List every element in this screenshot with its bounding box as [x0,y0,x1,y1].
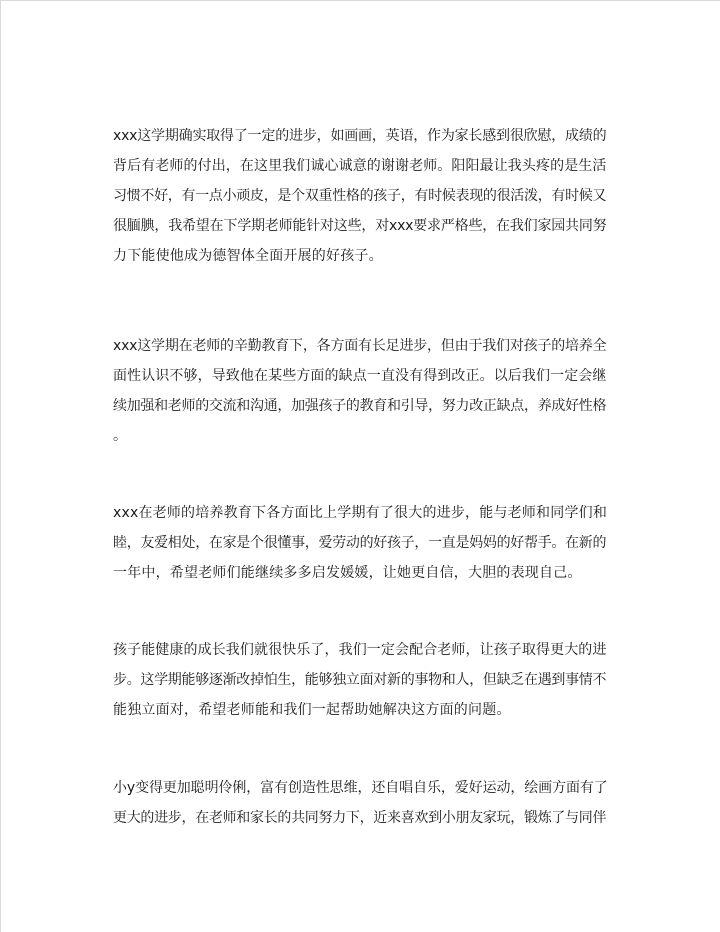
paragraph-line: 续加强和老师的交流和沟通，加强孩子的教育和引导，努力改正缺点，养成好性格 [113,398,607,414]
paragraph-line: 。 [113,428,128,444]
paragraph-line: 能独立面对，希望老师能和我们一起帮助她解决这方面的问题。 [113,702,511,718]
paragraph-line: 孩子能健康的成长我们就很快乐了，我们一定会配合老师，让孩子取得更大的进 [113,642,607,658]
paragraph-line: 小y变得更加聪明伶俐，富有创造性思维，还自唱自乐，爱好运动，绘画方面有了 [113,780,608,796]
paragraph-line: 很腼腆，我希望在下学期老师能针对这些，对xxx要求严格些，在我们家园共同努 [113,218,607,234]
paragraph-1 [113,121,609,271]
paragraph-5 [113,773,609,833]
paragraph-line: 面性认识不够，导致他在某些方面的缺点一直没有得到改正。以后我们一定会继 [113,368,607,384]
paragraph-2 [113,331,609,451]
paragraph-line: xxx这学期确实取得了一定的进步，如画画，英语，作为家长感到很欣慰，成绩的 [113,128,607,144]
paragraph-line: 更大的进步，在老师和家长的共同努力下，近来喜欢到小朋友家玩，锻炼了与同伴 [113,810,607,826]
paragraph-line: xxx这学期在老师的辛勤教育下，各方面有长足进步，但由于我们对孩子的培养全 [113,338,607,354]
paragraph-line: 步。这学期能够逐渐改掉怕生，能够独立面对新的事物和人，但缺乏在遇到事情不 [113,672,607,688]
paragraph-3 [113,498,609,588]
paragraph-line: 背后有老师的付出，在这里我们诚心诚意的谢谢老师。阳阳最让我头疼的是生活 [113,158,607,174]
paragraph-line: xxx在老师的培养教育下各方面比上学期有了很大的进步，能与老师和同学们和 [113,505,608,521]
paragraph-line: 力下能使他成为德智体全面开展的好孩子。 [113,248,383,264]
paragraph-4 [113,635,609,725]
paragraph-line: 睦，友爱相处，在家是个很懂事，爱劳动的好孩子，一直是妈妈的好帮手。在新的 [113,535,607,551]
paragraph-line: 习惯不好，有一点小顽皮，是个双重性格的孩子，有时候表现的很活泼，有时候又 [113,188,607,204]
paragraph-line: 一年中，希望老师们能继续多多启发媛媛，让她更自信，大胆的表现自己。 [113,565,582,581]
